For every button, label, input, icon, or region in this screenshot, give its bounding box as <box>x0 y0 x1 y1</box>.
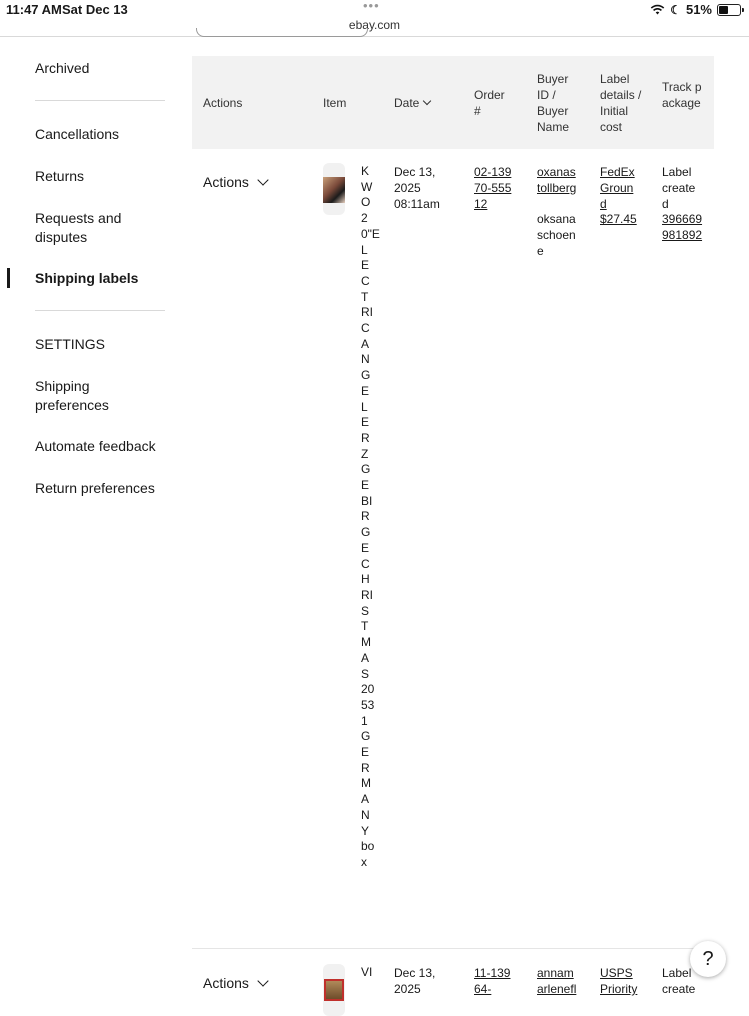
chevron-down-icon <box>257 975 268 986</box>
active-indicator <box>7 268 10 288</box>
item-image <box>323 177 345 203</box>
header-label-details: Label details / Initial cost <box>600 72 642 134</box>
header-buyer: Buyer ID / Buyer Name <box>537 72 570 134</box>
item-image <box>324 979 344 1001</box>
order-date: Dec 13, 2025 08:11am <box>394 165 440 211</box>
order-date: Dec 13, 2025 <box>394 966 436 996</box>
status-right <box>650 2 741 17</box>
header-date-label: Date <box>394 96 420 110</box>
actions-label: Actions <box>203 174 249 190</box>
order-number-link[interactable]: 02-13970-55512 <box>474 165 512 211</box>
sidebar-item-returns[interactable]: Returns <box>35 168 85 184</box>
battery-icon <box>717 4 741 16</box>
sidebar-item-archived[interactable]: Archived <box>35 60 90 76</box>
header-track: Track package <box>662 80 702 110</box>
order-number-link[interactable]: 11-13964- <box>474 966 511 996</box>
header-actions: Actions <box>203 96 243 110</box>
browser-status-bar <box>0 0 749 37</box>
label-cost[interactable]: $27.45 <box>600 212 637 226</box>
sidebar-item-automate-feedback[interactable]: Automate feedback <box>35 438 156 454</box>
battery-percent: 51% <box>685 2 712 17</box>
buyer-id-link[interactable]: annamarlenefl <box>537 966 577 996</box>
track-status: Label create <box>662 966 696 996</box>
search-box-edge[interactable] <box>196 28 368 37</box>
chevron-down-icon <box>257 174 268 185</box>
sidebar-section-settings: SETTINGS <box>35 336 106 352</box>
item-thumbnail[interactable] <box>323 964 345 1016</box>
status-date: Sat Dec 13 <box>62 2 128 17</box>
sidebar-item-requests-disputes[interactable]: Requests and disputes <box>35 210 122 245</box>
item-title-link[interactable]: KWO20"ELECTRICANGELERZGEBIRGECHRISTMAS20531GERMANYbox <box>361 164 380 869</box>
header-item: Item <box>323 96 347 110</box>
help-label: ? <box>702 947 714 970</box>
row-actions-button[interactable] <box>203 975 267 991</box>
header-date[interactable] <box>394 95 430 111</box>
sidebar-item-cancellations[interactable]: Cancellations <box>35 126 120 142</box>
sidebar-item-return-preferences[interactable]: Return preferences <box>35 480 155 496</box>
url-display[interactable]: ebay.com <box>348 18 401 32</box>
status-time: 11:47 AM <box>6 2 62 17</box>
item-title-link[interactable]: VI <box>361 965 373 979</box>
header-order: Order # <box>474 88 505 118</box>
buyer-name: oksana schoene <box>537 212 576 258</box>
sort-chevron-icon <box>423 97 431 105</box>
sidebar-item-shipping-preferences[interactable]: Shipping preferences <box>35 378 109 413</box>
carrier-link[interactable]: FedEx Ground <box>600 165 635 211</box>
item-thumbnail[interactable] <box>323 163 345 215</box>
tracking-number-link[interactable]: 396669981892 <box>662 212 703 242</box>
wifi-icon <box>650 4 665 15</box>
carrier-link[interactable]: USPS Priority <box>600 966 638 996</box>
row-actions-button[interactable] <box>203 174 267 190</box>
moon-icon: ☾ <box>670 2 681 17</box>
row-divider <box>192 948 714 949</box>
actions-label: Actions <box>203 975 249 991</box>
buyer-id-link[interactable]: oxanastollberg <box>537 165 577 195</box>
sidebar-divider <box>35 310 165 311</box>
help-button[interactable] <box>690 941 726 977</box>
track-status: Label created <box>662 165 696 211</box>
sidebar-divider <box>35 100 165 101</box>
tab-dots-icon[interactable]: ••• <box>363 0 380 13</box>
sidebar-item-shipping-labels[interactable]: Shipping labels <box>35 270 139 286</box>
